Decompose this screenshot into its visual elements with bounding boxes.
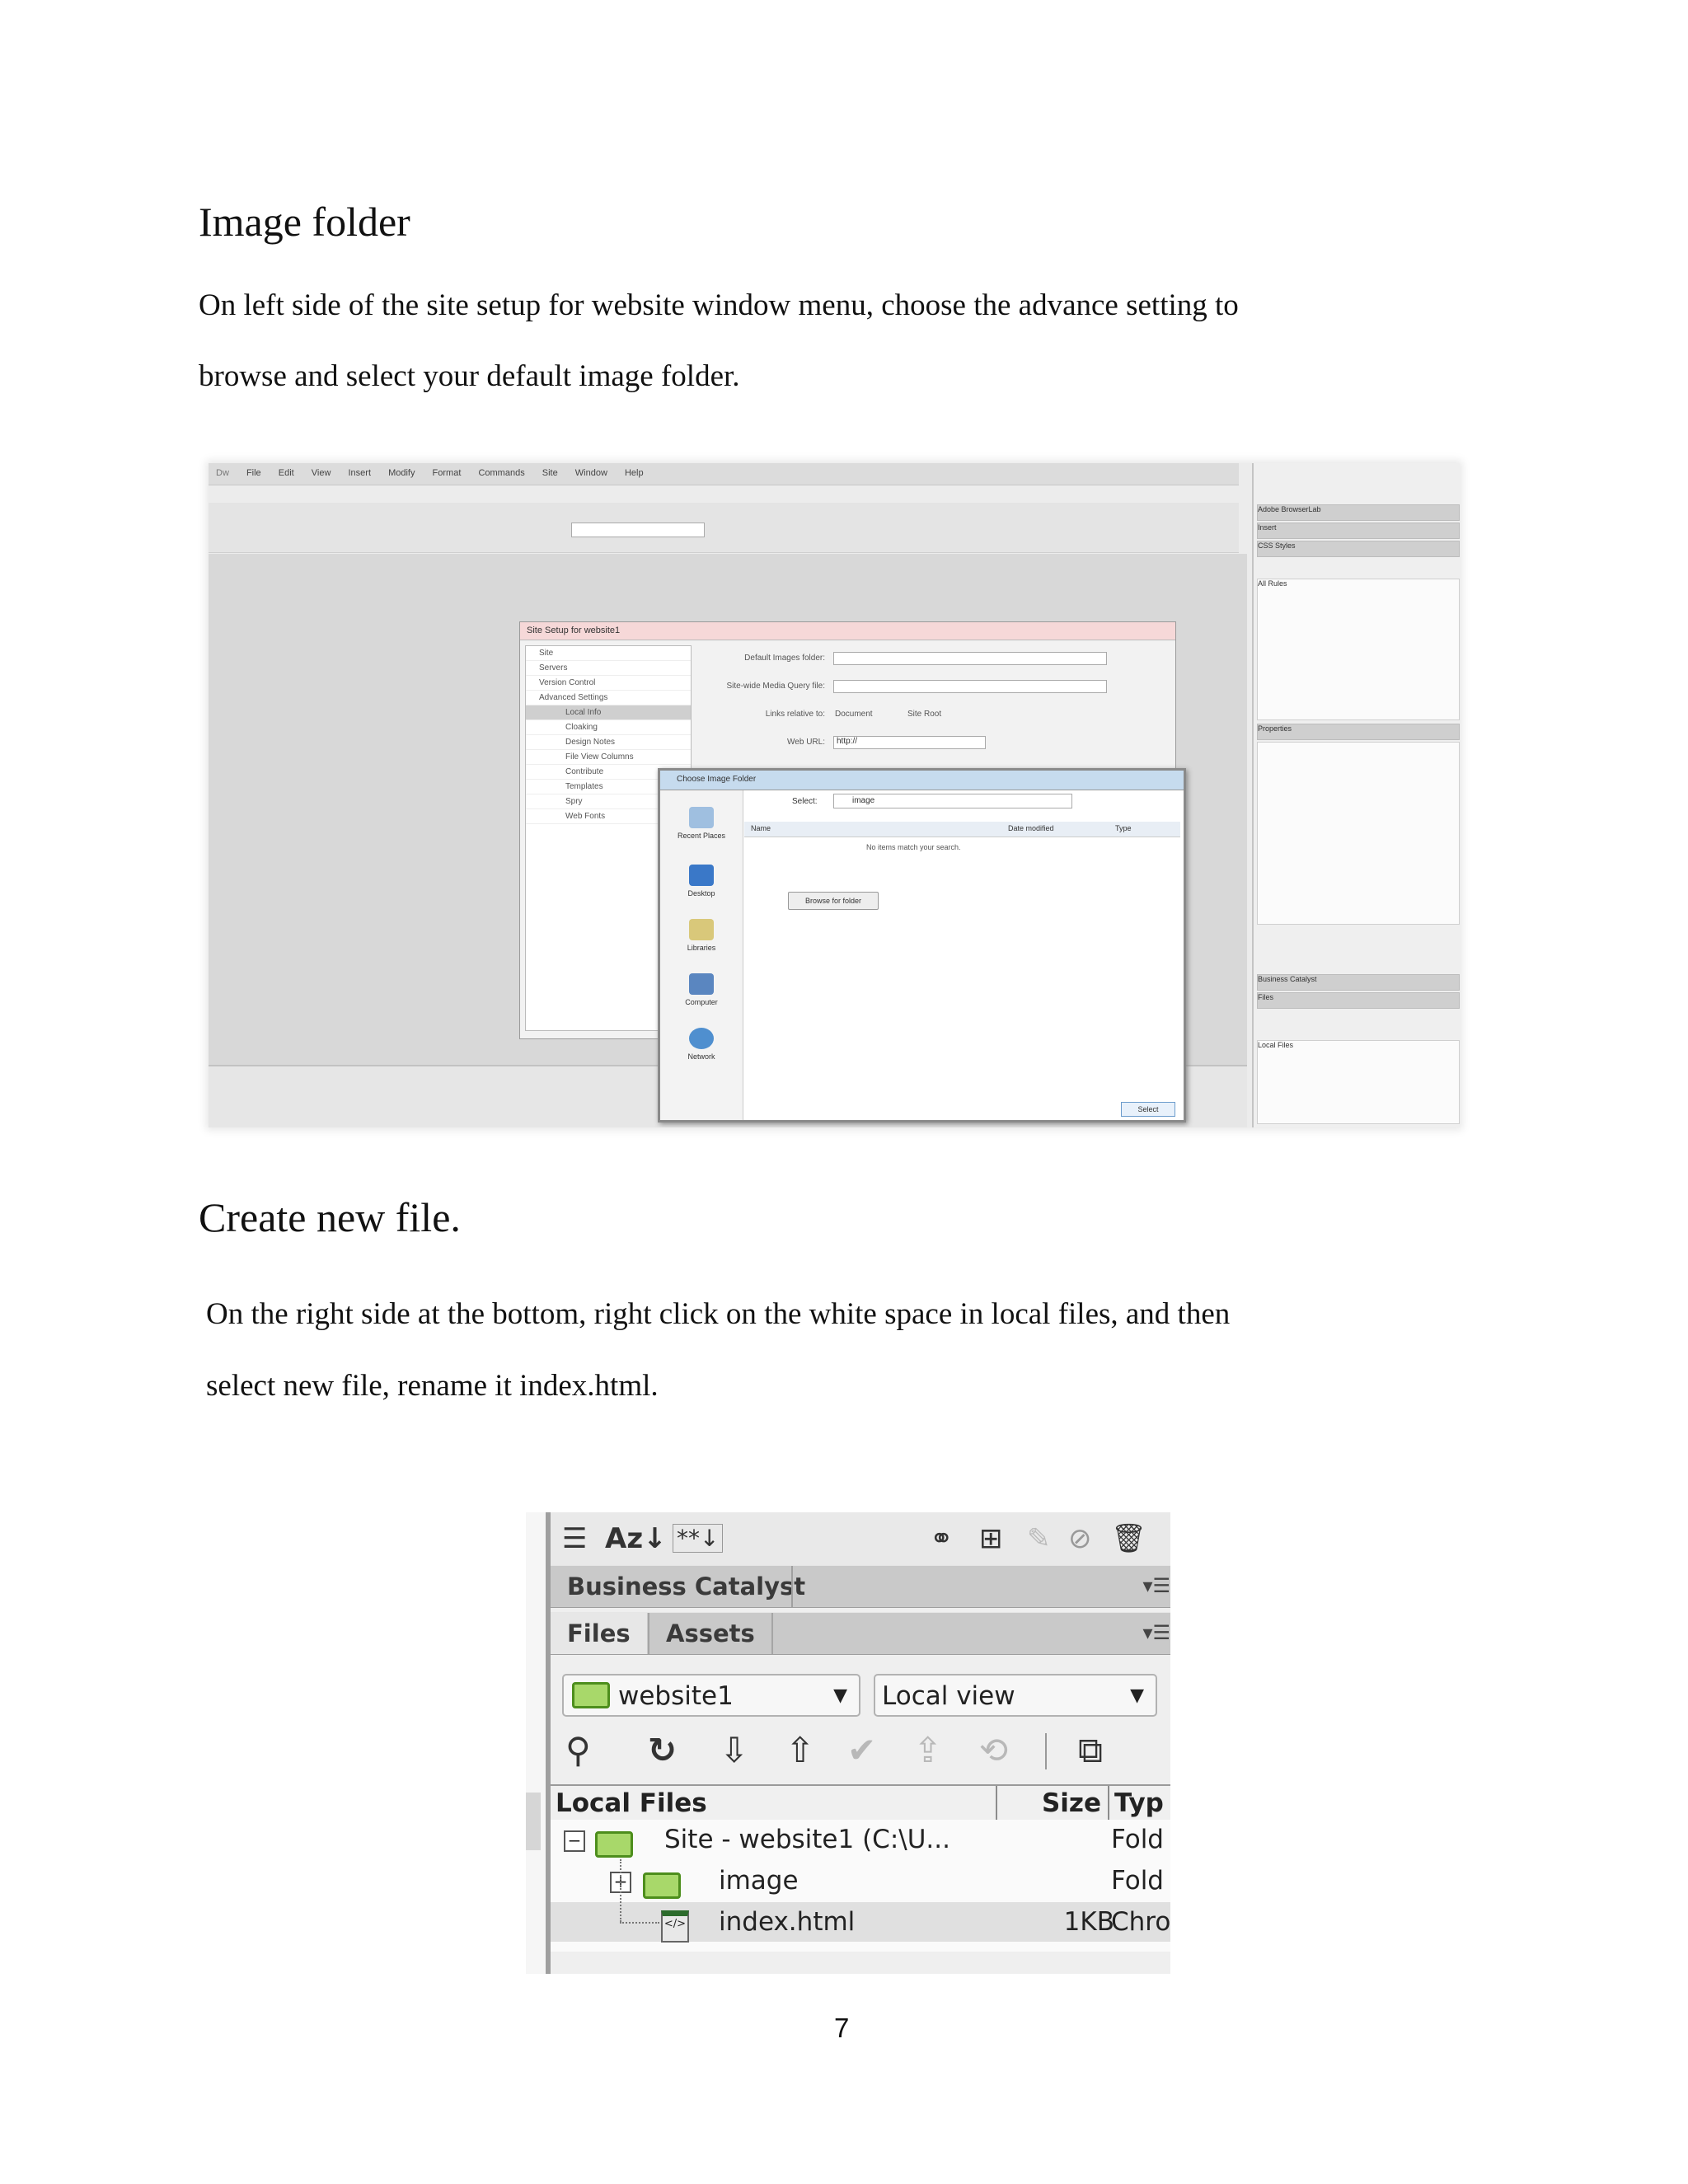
place-network[interactable] xyxy=(668,1028,734,1061)
trash-icon[interactable]: 🗑 xyxy=(1111,1522,1147,1555)
toolbar-divider xyxy=(1045,1733,1047,1769)
local-files-header xyxy=(551,1784,1170,1821)
section-heading-create-new-file: Create new file. xyxy=(199,1194,461,1240)
category-item[interactable]: Site xyxy=(526,646,691,661)
edit-icon[interactable]: ✎ xyxy=(1027,1522,1051,1555)
category-item[interactable]: Version Control xyxy=(526,676,691,691)
choose-image-folder-dialog xyxy=(658,768,1186,1122)
web-url-input[interactable]: http:// xyxy=(833,736,986,749)
category-item[interactable]: Web Fonts xyxy=(526,809,691,824)
file-name: Site - website1 (C:\U... xyxy=(664,1825,950,1854)
disable-icon[interactable]: ⊘ xyxy=(1068,1522,1092,1555)
app-logo-icon: Dw xyxy=(216,468,229,478)
site-select-value: website1 xyxy=(618,1681,734,1711)
dialog-title: Site Setup for website1 xyxy=(520,622,1175,640)
libraries-icon xyxy=(689,919,714,940)
tab-divider xyxy=(791,1566,793,1607)
recent-places-icon xyxy=(689,807,714,828)
category-item-local-info[interactable]: Local Info xyxy=(526,705,691,720)
computer-icon xyxy=(689,973,714,995)
paragraph-line: browse and select your default image folder. xyxy=(199,359,740,393)
folder-icon xyxy=(595,1831,633,1858)
file-name: image xyxy=(719,1866,799,1896)
refresh-icon[interactable]: ↻ xyxy=(648,1730,678,1770)
column-type[interactable]: Type xyxy=(1115,824,1132,832)
field-label: Default Images folder: xyxy=(744,654,825,663)
show-category-view-icon[interactable]: ☰ xyxy=(562,1522,588,1555)
expand-icon[interactable]: ⧉ xyxy=(1078,1730,1103,1770)
synchronize-icon[interactable]: ⟲ xyxy=(979,1730,1009,1770)
menu-item[interactable]: File xyxy=(246,468,261,478)
menu-bar xyxy=(209,463,1239,485)
local-files-list: Local Files xyxy=(1257,1040,1460,1124)
sort-by-usage-icon[interactable]: **↓ xyxy=(673,1524,723,1553)
new-css-rule-icon[interactable]: ⊞ xyxy=(979,1522,1003,1555)
link-icon[interactable]: ⚭ xyxy=(930,1522,954,1555)
select-label: Select: xyxy=(792,797,818,806)
field-label: Links relative to: xyxy=(765,710,825,719)
tree-row-index-html[interactable] xyxy=(551,1902,1170,1942)
put-files-icon[interactable]: ⇧ xyxy=(785,1730,815,1770)
all-rules-list: All Rules xyxy=(1257,579,1460,720)
tree-row-image[interactable] xyxy=(551,1861,1170,1900)
check-out-icon[interactable]: ✔ xyxy=(847,1730,877,1770)
menu-item[interactable]: Window xyxy=(574,468,607,478)
network-icon xyxy=(689,1028,714,1049)
field-label: Web URL: xyxy=(787,738,825,747)
place-computer[interactable] xyxy=(668,973,734,1006)
files-tabs-bar xyxy=(551,1612,1170,1655)
business-catalyst-tab[interactable]: Business Catalyst xyxy=(567,1572,806,1601)
place-desktop[interactable] xyxy=(668,865,734,898)
collapse-icon[interactable]: − xyxy=(564,1830,585,1852)
panel-menu-icon[interactable]: ▾☰ xyxy=(1142,1621,1170,1644)
scrollbar[interactable] xyxy=(526,1793,541,1850)
panel-header[interactable]: Business Catalyst xyxy=(1257,974,1460,991)
file-type: Chro xyxy=(1111,1907,1170,1937)
menu-item[interactable]: Insert xyxy=(348,468,372,478)
files-action-bar xyxy=(551,1725,1170,1774)
file-type: Fold xyxy=(1111,1825,1164,1854)
place-label: Libraries xyxy=(687,944,716,952)
select-folder-dropdown[interactable]: image xyxy=(833,794,1072,808)
view-select-dropdown[interactable] xyxy=(874,1674,1157,1717)
chevron-down-icon: ▼ xyxy=(1130,1685,1144,1706)
right-panel-group xyxy=(1252,463,1460,1127)
panel-header[interactable]: Adobe BrowserLab xyxy=(1257,504,1460,521)
column-name[interactable]: Name xyxy=(751,824,771,832)
paragraph-line: select new file, rename it index.html. xyxy=(206,1369,659,1403)
file-size: 1KB xyxy=(1063,1907,1114,1937)
menu-item[interactable]: Site xyxy=(542,468,558,478)
business-catalyst-bar[interactable] xyxy=(551,1565,1170,1608)
media-query-input[interactable] xyxy=(833,680,1107,693)
view-select-value: Local view xyxy=(882,1681,1015,1711)
menu-item[interactable]: View xyxy=(311,468,331,478)
menu-item[interactable]: Commands xyxy=(478,468,525,478)
panel-menu-icon[interactable]: ▾☰ xyxy=(1142,1574,1170,1597)
document-toolbar xyxy=(209,503,1239,553)
tab-assets[interactable]: Assets xyxy=(648,1613,773,1654)
desktop-icon xyxy=(689,865,714,886)
document-title-input[interactable] xyxy=(571,523,705,537)
column-type[interactable]: Typ xyxy=(1108,1786,1164,1821)
tree-connector xyxy=(620,1859,621,1922)
file-type: Fold xyxy=(1111,1866,1164,1896)
panel-header[interactable]: Files xyxy=(1257,992,1460,1009)
place-label: Network xyxy=(687,1052,715,1061)
browse-for-folder-button[interactable]: Browse for folder xyxy=(788,892,879,910)
category-item[interactable]: Contribute xyxy=(526,765,691,780)
links-option-site-root[interactable]: Site Root xyxy=(907,710,942,719)
select-bar xyxy=(743,794,1177,812)
files-panel-screenshot xyxy=(526,1512,1170,1974)
file-name: index.html xyxy=(719,1907,856,1937)
tab-files[interactable]: Files xyxy=(551,1613,647,1654)
category-item[interactable]: Advanced Settings xyxy=(526,691,691,705)
panel-header[interactable]: Insert xyxy=(1257,523,1460,539)
html-file-icon: </> xyxy=(661,1910,689,1943)
properties-panel xyxy=(1257,742,1460,925)
default-images-folder-input[interactable] xyxy=(833,652,1107,665)
places-bar xyxy=(660,790,743,1120)
files-panel xyxy=(546,1512,1170,1974)
paragraph-line: On the right side at the bottom, right click on the white space in local files, and then xyxy=(206,1297,1231,1331)
category-item[interactable]: Design Notes xyxy=(526,735,691,750)
place-libraries[interactable] xyxy=(668,919,734,952)
paragraph-line: On left side of the site setup for website window menu, choose the advance setting to xyxy=(199,288,1239,322)
place-recent[interactable] xyxy=(668,807,734,840)
chevron-down-icon: ▼ xyxy=(833,1685,847,1706)
expand-icon[interactable]: + xyxy=(610,1872,631,1893)
menu-item[interactable]: Edit xyxy=(278,468,294,478)
section-heading-image-folder: Image folder xyxy=(199,199,410,245)
category-item[interactable]: Spry xyxy=(526,794,691,809)
connect-icon[interactable]: ⚲ xyxy=(565,1730,591,1770)
menu-item[interactable]: Modify xyxy=(388,468,415,478)
empty-message: No items match your search. xyxy=(866,843,961,851)
dialog-title: Choose Image Folder xyxy=(660,771,1184,790)
sort-az-icon[interactable]: Az↓ xyxy=(605,1522,667,1555)
site-select-dropdown[interactable] xyxy=(562,1674,860,1717)
menu-item[interactable]: Help xyxy=(624,468,644,478)
column-date[interactable]: Date modified xyxy=(1008,824,1054,832)
category-item[interactable]: Templates xyxy=(526,780,691,794)
category-item[interactable]: Servers xyxy=(526,661,691,676)
column-size[interactable]: Size xyxy=(996,1786,1108,1821)
local-files-tree xyxy=(551,1820,1170,1952)
get-files-icon[interactable]: ⇩ xyxy=(720,1730,749,1770)
links-option-document[interactable]: Document xyxy=(835,710,873,719)
category-item[interactable]: File View Columns xyxy=(526,750,691,765)
file-list-header xyxy=(744,822,1180,837)
left-edge xyxy=(526,1512,546,1974)
tree-row-site[interactable] xyxy=(551,1820,1170,1859)
place-label: Recent Places xyxy=(677,832,726,840)
panel-header[interactable]: CSS Styles xyxy=(1257,541,1460,557)
panel-toolbar xyxy=(551,1512,1170,1566)
check-in-icon[interactable]: ⇪ xyxy=(913,1730,943,1770)
panel-header[interactable]: Properties xyxy=(1257,724,1460,740)
place-label: Computer xyxy=(685,998,718,1006)
folder-icon xyxy=(643,1872,681,1899)
page-number: 7 xyxy=(834,2013,850,2043)
column-local-files[interactable]: Local Files xyxy=(556,1788,707,1818)
dreamweaver-screenshot xyxy=(209,463,1460,1127)
field-label: Site-wide Media Query file: xyxy=(726,682,825,691)
place-label: Desktop xyxy=(687,889,715,898)
menu-item[interactable]: Format xyxy=(432,468,462,478)
folder-icon xyxy=(572,1682,610,1708)
category-item[interactable]: Cloaking xyxy=(526,720,691,735)
select-button[interactable]: Select xyxy=(1121,1102,1175,1117)
tree-connector xyxy=(620,1922,659,1924)
